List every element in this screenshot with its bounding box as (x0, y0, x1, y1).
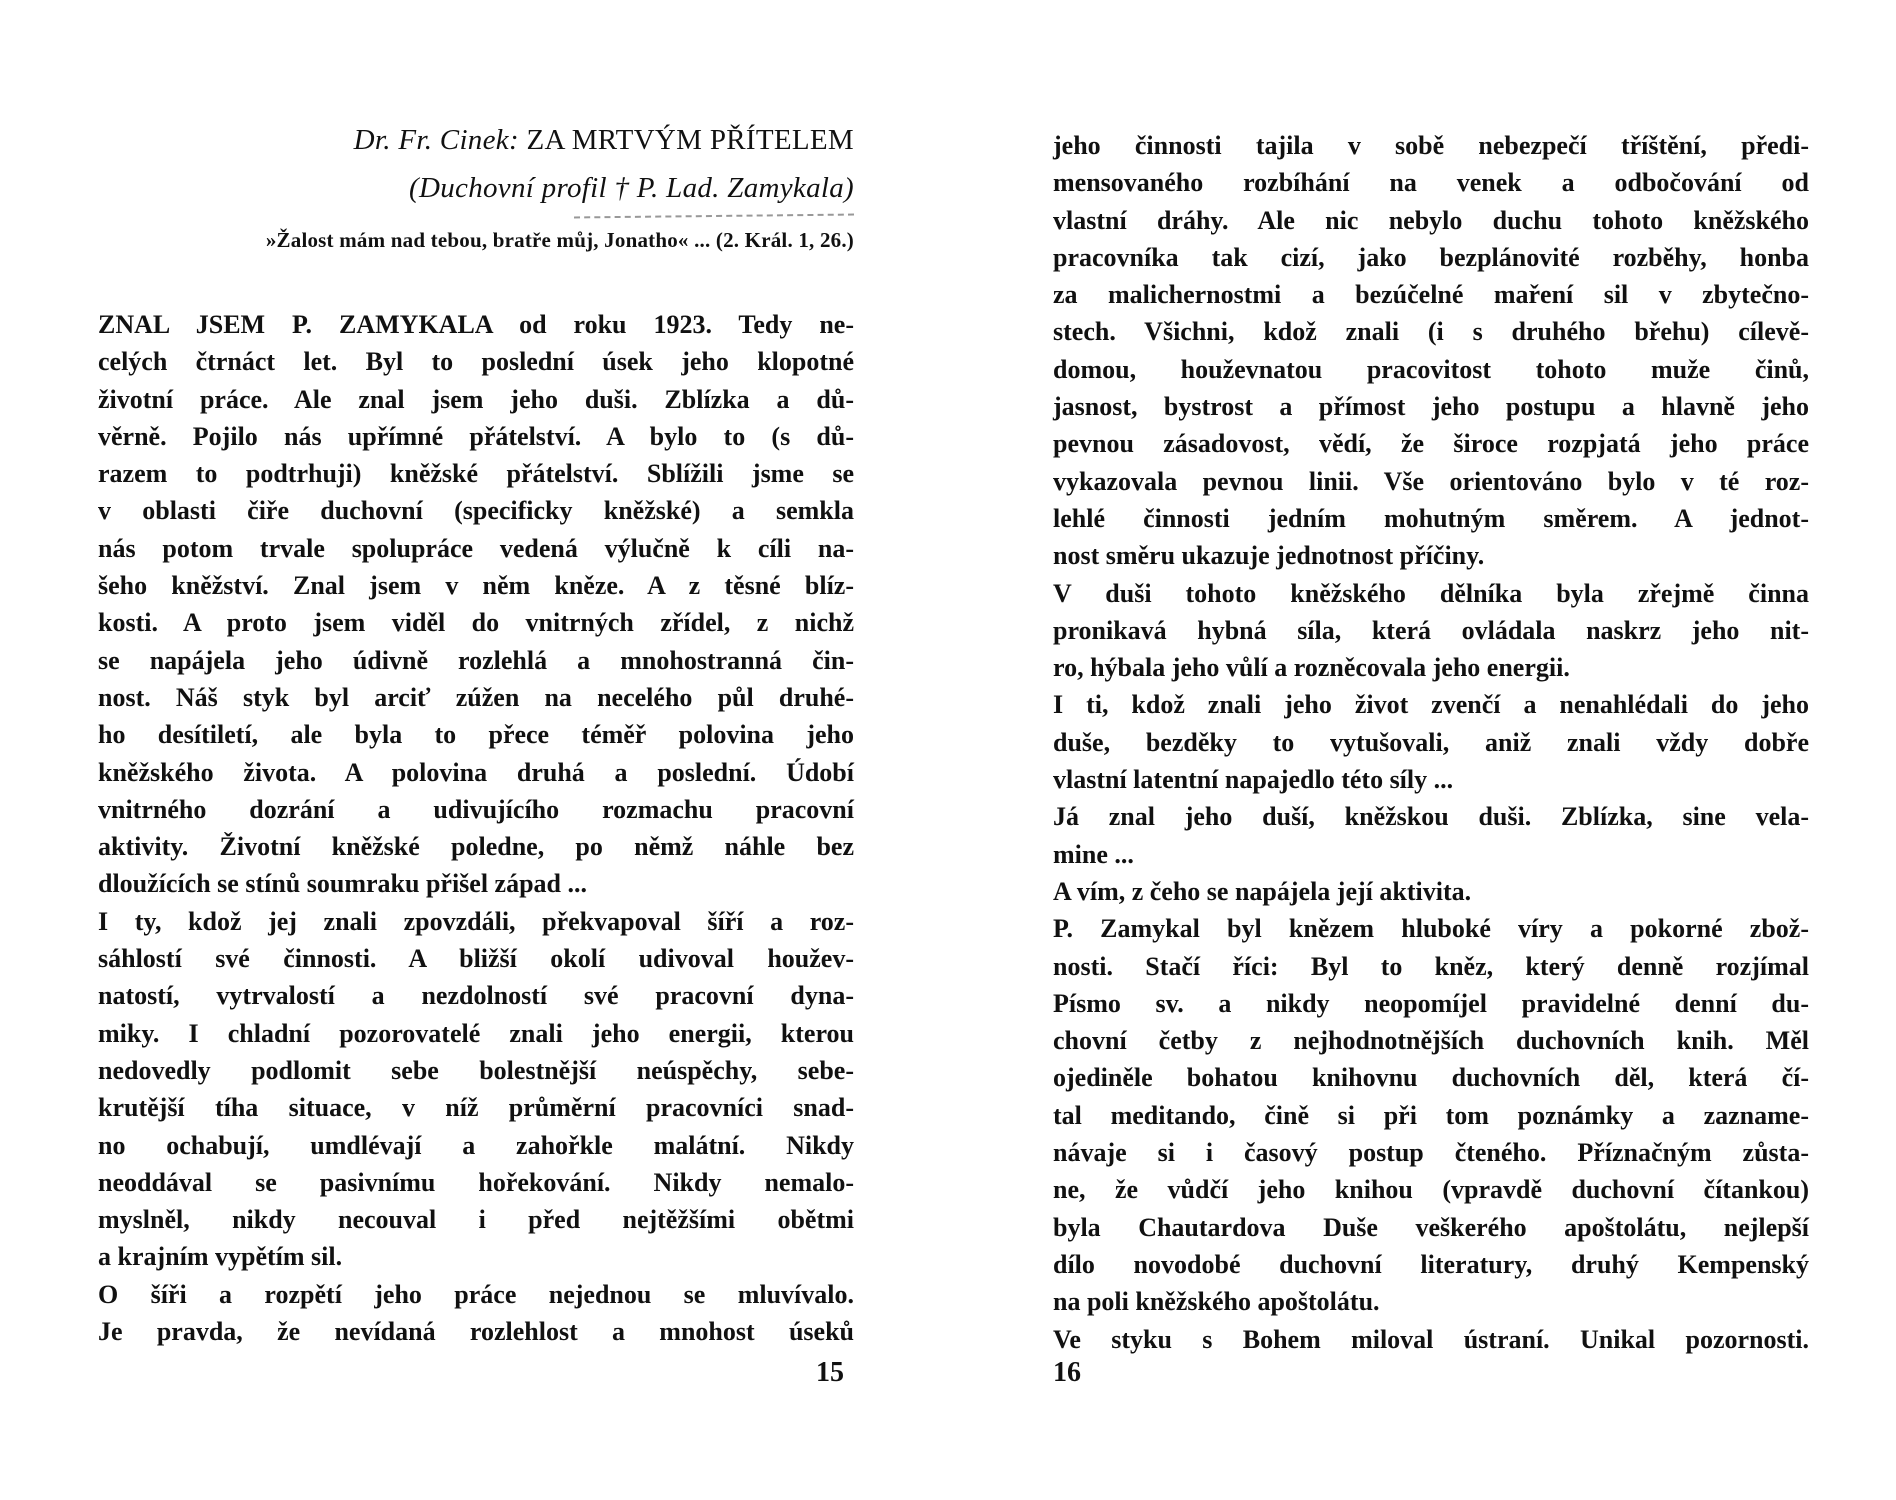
text-line: ro, hýbala jeho vůlí a rozněcovala jeho energii. (1053, 653, 1570, 683)
text-line: ho desítiletí, ale byla to přece téměř polovina jeho (98, 720, 854, 750)
text-line: neoddával se pasivnímu hořekování. Nikdy nemalo- (98, 1167, 854, 1197)
text-line: vlastní dráhy. Ale nic nebylo duchu tohoto kněžského (1053, 205, 1809, 235)
page-number-right: 16 (1053, 1357, 1081, 1388)
text-line: ZNAL JSEM P. ZAMYKALA od roku 1923. Tedy ne- (98, 310, 854, 339)
text-line: vykazovala pevnou linii. Vše orientováno bylo v té roz- (1053, 466, 1809, 496)
text-line: I ti, kdož znali jeho život zvenčí a nenahlédali do jeho (1053, 690, 1809, 720)
text-line: tal meditando, čině si při tom poznámky a zazname- (1053, 1100, 1809, 1130)
text-line: razem to podtrhuji) kněžské přátelství. Sblížili jsme se (98, 459, 854, 489)
page-number-left: 15 (816, 1357, 844, 1388)
text-line: miky. I chladní pozorovatelé znali jeho energii, kterou (98, 1018, 854, 1048)
text-line: ne, že vůdčí jeho knihou (vpravdě duchovní čítankou) (1053, 1175, 1809, 1205)
text-line: domou, houževnatou pracovitost tohoto muže činů, (1053, 354, 1809, 384)
text-line: jasnost, bystrost a přímost jeho postupu a hlavně jeho (1053, 392, 1809, 422)
text-line: vnitrného dozrání a udivujícího rozmachu pracovní (98, 794, 854, 824)
text-line: životní práce. Ale znal jsem jeho duši. Zblízka a dů- (98, 384, 854, 414)
text-line: chovní četby z nejhodnotnějších duchovních knih. Měl (1053, 1026, 1809, 1056)
text-line: věrně. Pojilo nás upřímné přátelství. A bylo to (s dů- (98, 421, 854, 451)
text-line: Písmo sv. a nikdy neopomíjel pravidelné denní du- (1053, 988, 1809, 1018)
text-line: pevnou zásadovost, vědí, že široce rozpjatá jeho práce (1053, 429, 1809, 459)
text-line: A vím, z čeho se napájela její aktivita. (1053, 876, 1472, 906)
text-line: duše, bezděky to vytušovali, aniž znali vždy dobře (1053, 727, 1809, 757)
text-line: celých čtrnáct let. Byl to poslední úsek jeho klopotné (98, 347, 854, 377)
text-line: myslněl, nikdy necouval i před nejtěžšími obětmi (98, 1205, 854, 1235)
text-line: sáhlostí své činnosti. A bližší okolí udivoval houžev- (98, 944, 854, 974)
text-line: vlastní latentní napajedlo této síly ... (1053, 765, 1454, 795)
text-line: aktivity. Životní kněžské poledne, po němž náhle bez (98, 832, 854, 862)
text-line: natostí, vytrvalostí a nezdolností své pracovní dyna- (98, 981, 854, 1011)
text-line: P. Zamykal byl knězem hluboké víry a pokorné zbož- (1053, 914, 1809, 944)
left-page-body (98, 306, 854, 1350)
text-line: za malichernostmi a bezúčelné maření sil v zbytečno- (1053, 280, 1809, 310)
article-subtitle: (Duchovní profil † P. Lad. Zamykala) (409, 172, 854, 204)
text-line: byla Chautardova Duše veškerého apoštolátu, nejlepší (1053, 1212, 1809, 1242)
text-line: pracovníka tak cizí, jako bezplánovité rozběhy, honba (1053, 242, 1809, 272)
epigraph: »Žalost mám nad tebou, bratře můj, Jonatho« ... (2. Král. 1, 26.) (265, 228, 854, 252)
text-line: mensovaného rozbíhání na venek a odbočování od (1053, 168, 1809, 198)
text-line: šeho kněžství. Znal jsem v něm kněze. A z těsné blíz- (98, 571, 854, 601)
text-line: Je pravda, že nevídaná rozlehlost a mnohost úseků (98, 1317, 854, 1347)
text-line: se napájela jeho údivně rozlehlá a mnohostranná čin- (98, 645, 854, 675)
text-line: krutější tíha situace, v níž průměrní pracovníci snad- (98, 1093, 854, 1123)
text-line: Ve styku s Bohem miloval ústraní. Unikal pozornosti. (1053, 1324, 1809, 1354)
article-title (354, 124, 854, 157)
text-line: dílo novodobé duchovní literatury, druhý Kempenský (1053, 1249, 1809, 1279)
text-line: jeho činnosti tajila v sobě nebezpečí tříštění, předi- (1053, 131, 1809, 160)
text-line: kněžského života. A polovina druhá a poslední. Údobí (98, 757, 854, 787)
text-line: stech. Všichni, kdož znali (i s druhého břehu) cílevě- (1053, 317, 1809, 347)
text-line: pronikavá hybná síla, která ovládala naskrz jeho nit- (1053, 615, 1809, 645)
article-title-text: ZA MRTVÝM PŘÍTELEM (526, 124, 854, 156)
article-author: Dr. Fr. Cinek: (353, 124, 519, 156)
text-line: ojediněle bohatou knihovnu duchovních děl, která čí- (1053, 1063, 1809, 1093)
text-line: dloužících se stínů soumraku přišel západ ... (98, 869, 588, 899)
text-line: návaje si i časový postup čteného. Příznačným zůsta- (1053, 1138, 1809, 1168)
right-page-body (1053, 127, 1809, 1358)
text-line: na poli kněžského apoštolátu. (1053, 1287, 1380, 1317)
text-line: nosti. Stačí říci: Byl to kněz, který denně rozjímal (1053, 951, 1809, 981)
text-line: V duši tohoto kněžského dělníka byla zřejmě činna (1053, 578, 1809, 608)
text-line: O šíři a rozpětí jeho práce nejednou se mluvívalo. (98, 1279, 854, 1309)
text-line: nedovedly podlomit sebe bolestnější neúspěchy, sebe- (98, 1055, 854, 1085)
text-line: nost. Náš styk byl arciť zúžen na necelého půl druhé- (98, 682, 854, 712)
text-line: Já znal jeho duší, kněžskou duši. Zblízka, sine vela- (1053, 802, 1809, 832)
text-line: no ochabují, umdlévají a zahořkle malátní. Nikdy (98, 1130, 854, 1160)
subtitle-pencil-underline (574, 211, 854, 219)
text-line: I ty, kdož jej znali zpovzdáli, překvapoval šíří a roz- (98, 906, 854, 936)
text-line: a krajním vypětím sil. (98, 1242, 343, 1272)
text-line: kosti. A proto jsem viděl do vnitrných zřídel, z nichž (98, 608, 854, 638)
text-line: v oblasti čiře duchovní (specificky kněžské) a semkla (98, 496, 854, 526)
text-line: mine ... (1053, 839, 1134, 869)
text-line: lehlé činnosti jedním mohutným směrem. A jednot- (1053, 503, 1809, 533)
text-line: nost směru ukazuje jednotnost příčiny. (1053, 541, 1485, 571)
text-line: nás potom trvale spolupráce vedená výlučně k cíli na- (98, 533, 854, 563)
